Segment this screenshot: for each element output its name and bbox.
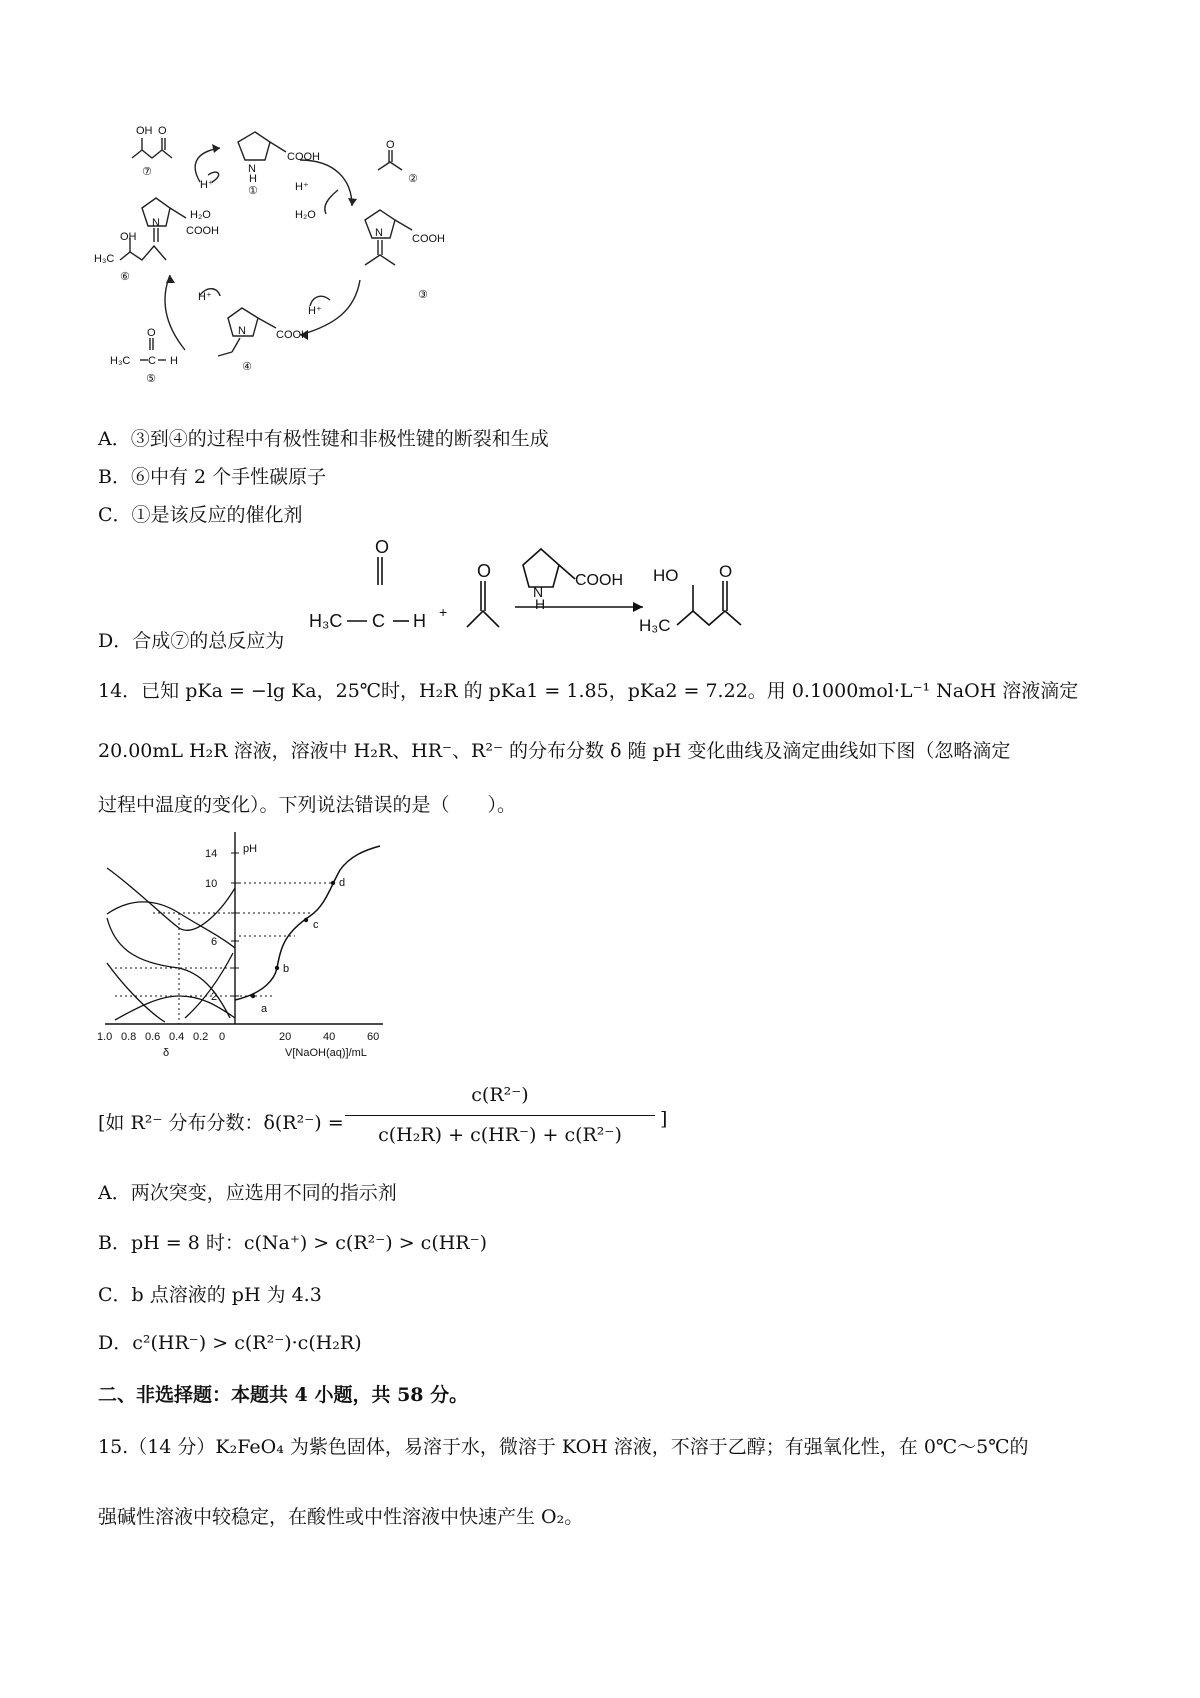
label-2: ②	[408, 173, 418, 185]
graph-delta-tick-0-2: 0.2	[193, 1031, 209, 1043]
rxn-o-1: O	[375, 537, 390, 557]
label-4: ④	[242, 361, 252, 373]
q14-option-d: D．c²(HR⁻) > c(R²⁻)·c(H₂R)	[98, 1332, 362, 1354]
cycle-hplus-4: H⁺	[308, 305, 322, 317]
graph-vol-tick-40: 40	[323, 1031, 336, 1043]
rxn-h3c-product: H₃C	[639, 616, 671, 635]
cycle-n-4: N	[238, 325, 246, 337]
q15-line2: 强碱性溶液中较稳定，在酸性或中性溶液中快速产生 O₂。	[98, 1506, 584, 1528]
cycle-h2o-2: H₂O	[295, 209, 316, 221]
cycle-hplus-2: H⁺	[295, 181, 309, 193]
q13-option-a: A．③到④的过程中有极性键和非极性键的断裂和生成	[98, 428, 549, 450]
rxn-n: N	[533, 584, 544, 600]
section2-title: 二、非选择题：本题共 4 小题，共 58 分。	[98, 1384, 469, 1406]
cycle-o-5: O	[147, 327, 156, 339]
q14-option-a: A．两次突变，应选用不同的指示剂	[98, 1182, 397, 1204]
graph-y-tick-2: 2	[211, 991, 218, 1003]
graph-point-c: c	[313, 919, 319, 931]
rxn-o-2: O	[477, 561, 492, 581]
rxn-ho: HO	[653, 566, 679, 585]
cycle-cooh-4: COOH	[276, 329, 309, 341]
q14-option-c: C．b 点溶液的 pH 为 4.3	[98, 1284, 322, 1306]
graph-delta-tick-0-8: 0.8	[121, 1031, 137, 1043]
cycle-cooh-6: COOH	[186, 225, 219, 237]
cycle-n-6: N	[152, 217, 160, 229]
graph-delta-tick-0-6: 0.6	[145, 1031, 161, 1043]
graph-y-tick-10: 10	[205, 878, 218, 890]
cycle-o-2: O	[386, 139, 395, 151]
q13-option-d-prefix: D．合成⑦的总反应为	[98, 630, 285, 652]
graph-y-tick-6: 6	[211, 936, 218, 948]
catalytic-cycle-diagram	[90, 120, 470, 405]
rxn-h3c: H₃C	[309, 611, 343, 631]
rxn-c: C	[372, 611, 385, 631]
graph-vol-tick-60: 60	[367, 1031, 380, 1043]
q14-stem-line2: 20.00mL H₂R 溶液，溶液中 H₂R、HR⁻、R²⁻ 的分布分数 δ 随 pH 变化曲线及滴定曲线如下图（忽略滴定	[98, 740, 1011, 762]
cycle-cooh-1: COOH	[287, 151, 320, 163]
q14-formula-suffix: ]	[660, 1108, 668, 1130]
q15-line1: 15.（14 分）K₂FeO₄ 为紫色固体，易溶于水，微溶于 KOH 溶液，不溶于乙醇；有强氧化性，在 0℃～5℃的	[98, 1436, 1029, 1458]
cycle-hplus-3: H⁺	[198, 291, 212, 303]
cycle-h3c-6: H₃C	[94, 253, 115, 265]
rxn-cooh: COOH	[575, 572, 623, 589]
graph-delta-label: δ	[163, 1047, 170, 1059]
titration-distribution-graph	[95, 828, 415, 1060]
graph-y-label: pH	[243, 843, 258, 855]
q13-option-c: C．①是该反应的催化剂	[98, 504, 303, 526]
graph-point-d: d	[339, 877, 346, 889]
label-3: ③	[418, 289, 428, 301]
graph-point-b: b	[283, 963, 290, 975]
q14-formula-numerator: c(R²⁻)	[471, 1084, 529, 1106]
overall-reaction-equation	[305, 535, 805, 647]
graph-vol-label: V[NaOH(aq)]/mL	[285, 1047, 367, 1059]
rxn-plus: +	[439, 604, 448, 620]
q13-option-b: B．⑥中有 2 个手性碳原子	[98, 466, 327, 488]
cycle-h2o-1: H₂O	[190, 209, 211, 221]
cycle-o-7: O	[158, 125, 167, 137]
q14-option-b: B．pH = 8 时：c(Na⁺) > c(R²⁻) > c(HR⁻)	[98, 1232, 488, 1254]
cycle-n-3: N	[375, 227, 383, 239]
label-7: ⑦	[142, 166, 152, 178]
label-1: ①	[248, 185, 258, 197]
graph-delta-tick-1-0: 1.0	[97, 1031, 113, 1043]
label-5: ⑤	[146, 373, 156, 385]
graph-point-a: a	[261, 1003, 268, 1015]
cycle-h3c-5: H₃C	[110, 355, 131, 367]
rxn-h: H	[413, 611, 426, 631]
graph-delta-tick-0-4: 0.4	[169, 1031, 185, 1043]
q14-formula-bar	[345, 1115, 655, 1116]
graph-delta-tick-0: 0	[219, 1031, 226, 1043]
cycle-cooh-3: COOH	[412, 233, 445, 245]
cycle-n-1: N	[248, 163, 256, 175]
cycle-h-5: H	[170, 355, 178, 367]
cycle-oh-6: OH	[120, 231, 137, 243]
graph-y-tick-14: 14	[205, 848, 218, 860]
q14-stem-line1: 14．已知 pKa = −lg Ka，25℃时，H₂R 的 pKa1 = 1.85，pKa2 = 7.22。用 0.1000mol·L⁻¹ NaOH 溶液滴定	[98, 680, 1079, 702]
cycle-oh-7: OH	[136, 125, 153, 137]
q14-formula-denominator: c(H₂R) + c(HR⁻) + c(R²⁻)	[378, 1124, 622, 1146]
label-6: ⑥	[120, 271, 130, 283]
q14-stem-line3: 过程中温度的变化）。下列说法错误的是（ ）。	[98, 794, 517, 816]
rxn-o-3: O	[719, 562, 733, 581]
cycle-h-1: H	[249, 173, 257, 185]
q14-formula-prefix: [如 R²⁻ 分布分数：δ(R²⁻) =	[98, 1112, 344, 1134]
graph-vol-tick-20: 20	[279, 1031, 292, 1043]
cycle-c-5: C	[148, 355, 156, 367]
cycle-hplus-1: H⁺	[200, 179, 214, 191]
rxn-nh: H	[535, 596, 546, 612]
